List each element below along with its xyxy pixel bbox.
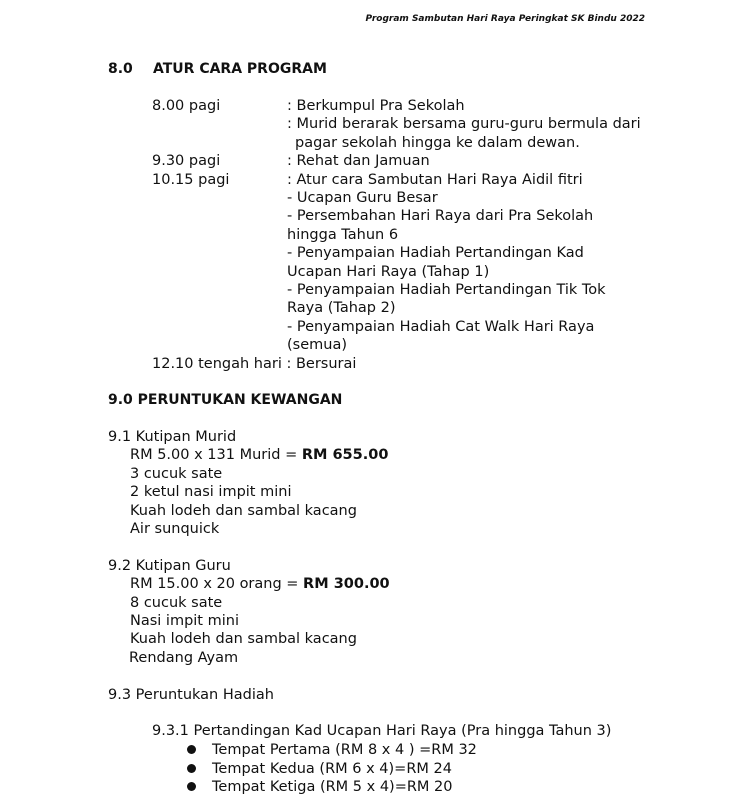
kutipan-murid-calc <box>130 446 388 464</box>
section-8-title: ATUR CARA PROGRAM <box>153 61 327 77</box>
kutipan-murid-total: RM 655.00 <box>301 447 389 463</box>
bullet-icon <box>187 745 196 754</box>
schedule-time: 8.00 pagi <box>152 98 221 114</box>
schedule-time: 10.15 pagi <box>152 172 230 188</box>
kutipan-murid-title: 9.1 Kutipan Murid <box>108 429 237 445</box>
prize-item: Tempat Pertama (RM 8 x 4 ) =RM 32 <box>212 742 477 758</box>
menu-item: 3 cucuk sate <box>130 466 223 482</box>
bullet-icon <box>187 782 196 791</box>
schedule-line: - Penyampaian Hadiah Pertandingan Tik Tok <box>287 282 606 298</box>
schedule-line: Ucapan Hari Raya (Tahap 1) <box>287 264 490 280</box>
schedule-line: : Berkumpul Pra Sekolah <box>287 98 465 114</box>
prize-item: Tempat Ketiga (RM 5 x 4)=RM 20 <box>212 779 453 795</box>
schedule-line: - Persembahan Hari Raya dari Pra Sekolah <box>287 208 594 224</box>
page-header: Program Sambutan Hari Raya Peringkat SK Bindu 2022 <box>365 14 645 24</box>
menu-item: 2 ketul nasi impit mini <box>130 484 292 500</box>
pertandingan-kad-title: 9.3.1 Pertandingan Kad Ucapan Hari Raya (Pra hingga Tahun 3) <box>152 723 612 739</box>
kutipan-guru-total: RM 300.00 <box>303 576 390 592</box>
menu-item: Kuah lodeh dan sambal kacang <box>130 503 357 519</box>
schedule-line: : Murid berarak bersama guru-guru bermula dari <box>287 116 641 132</box>
kutipan-guru-title: 9.2 Kutipan Guru <box>108 558 231 574</box>
calc-text: RM 5.00 x 131 Murid = <box>130 447 302 463</box>
menu-item: 8 cucuk sate <box>130 595 223 611</box>
prize-item: Tempat Kedua (RM 6 x 4)=RM 24 <box>212 761 452 777</box>
schedule-closing: 12.10 tengah hari : Bersurai <box>152 356 357 372</box>
schedule-line: hingga Tahun 6 <box>287 227 399 243</box>
schedule-line: - Penyampaian Hadiah Pertandingan Kad <box>287 245 584 261</box>
schedule-time: 9.30 pagi <box>152 153 221 169</box>
schedule-line: pagar sekolah hingga ke dalam dewan. <box>295 135 580 151</box>
menu-item: Nasi impit mini <box>130 613 239 629</box>
menu-item: Air sunquick <box>130 521 220 537</box>
calc-text: RM 15.00 x 20 orang = <box>130 576 304 592</box>
peruntukan-hadiah-title: 9.3 Peruntukan Hadiah <box>108 687 274 703</box>
menu-item: Rendang Ayam <box>129 650 239 666</box>
bullet-icon <box>187 764 196 773</box>
section-8-number: 8.0 <box>108 61 133 77</box>
schedule-line: - Ucapan Guru Besar <box>287 190 438 206</box>
schedule-line: (semua) <box>287 337 347 353</box>
section-9-title: 9.0 PERUNTUKAN KEWANGAN <box>108 392 343 408</box>
menu-item: Kuah lodeh dan sambal kacang <box>130 631 357 647</box>
kutipan-guru-calc <box>130 575 390 593</box>
schedule-line: - Penyampaian Hadiah Cat Walk Hari Raya <box>287 319 595 335</box>
schedule-line: Raya (Tahap 2) <box>287 300 396 316</box>
schedule-line: : Rehat dan Jamuan <box>287 153 430 169</box>
schedule-line: : Atur cara Sambutan Hari Raya Aidil fitri <box>287 172 583 188</box>
